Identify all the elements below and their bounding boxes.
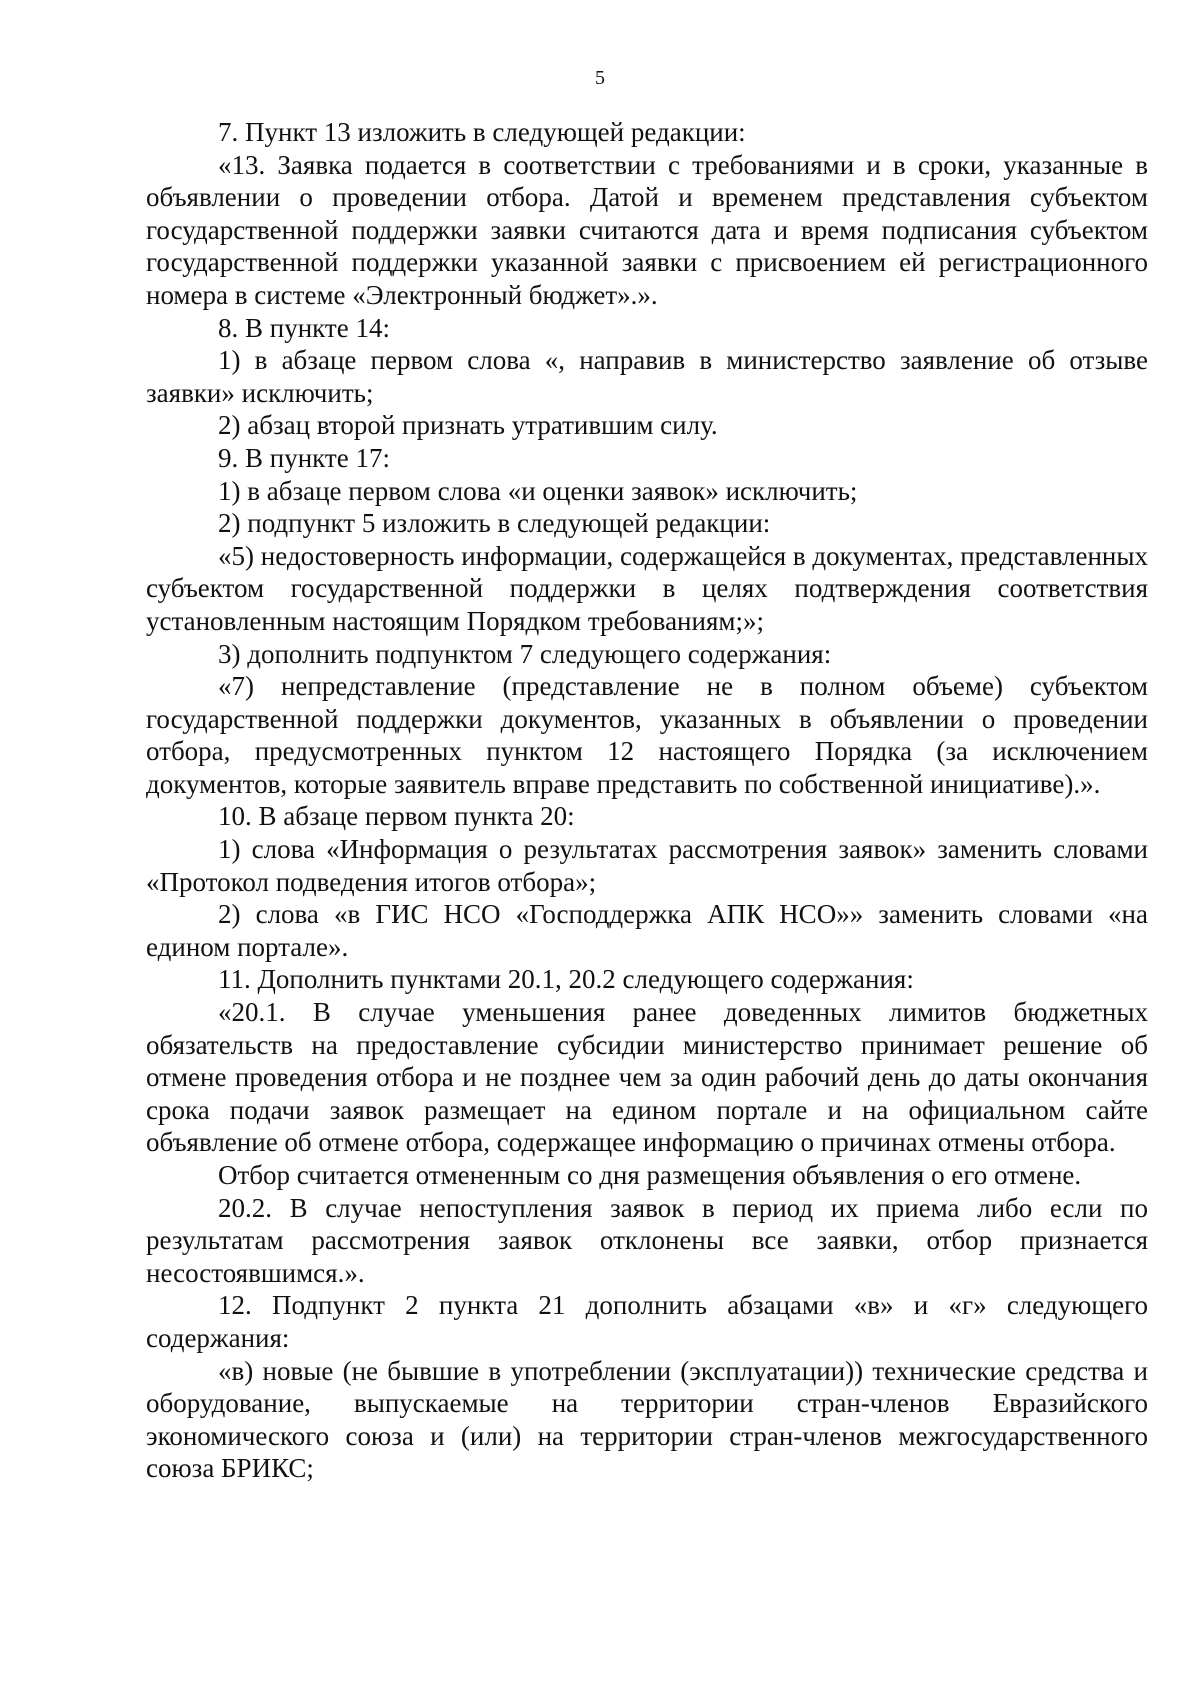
paragraph: 1) в абзаце первом слова «и оценки заявок» исключить; <box>218 475 858 506</box>
page-number: 5 <box>595 67 605 89</box>
paragraph: 2) подпункт 5 изложить в следующей редакции: <box>218 508 771 539</box>
paragraph: 8. В пункте 14: <box>218 312 390 343</box>
paragraph: 10. В абзаце первом пункта 20: <box>218 801 575 832</box>
paragraph: Отбор считается отмененным со дня размещения объявления о его отмене. <box>218 1160 1082 1190</box>
paragraph: 7. Пункт 13 изложить в следующей редакции: <box>218 117 746 147</box>
paragraph: «13. Заявка подается в соответствии с требованиями и в сроки, указанные в объявлении о проведении отбора. Датой и временем представления субъектом государственной поддержки заявки считаются дата и время подписания субъектом государственной поддержки указанной заявки с присвоением ей регистрационного номера в системе «Электронный бюджет».». <box>146 149 1148 310</box>
paragraph: «20.1. В случае уменьшения ранее доведенных лимитов бюджетных обязательств на предоставление субсидии министерство принимает решение об отмене проведения отбора и не позднее чем за один рабочий день до даты окончания срока подачи заявок размещает на едином портале и на официальном сайте объявление об отмене отбора, содержащее информацию о причинах отмены отбора. <box>146 997 1148 1158</box>
paragraph: «5) недостоверность информации, содержащейся в документах, представленных субъектом государственной поддержки в целях подтверждения соответствия установленным настоящим Порядком требованиям;»; <box>146 540 1148 636</box>
paragraph: 3) дополнить подпунктом 7 следующего содержания: <box>218 638 832 669</box>
paragraph: 9. В пункте 17: <box>218 442 390 473</box>
paragraph: 1) слова «Информация о результатах рассмотрения заявок» заменить словами «Протокол подведения итогов отбора»; <box>146 834 1148 897</box>
document-body <box>146 116 1148 1485</box>
paragraph: 11. Дополнить пунктами 20.1, 20.2 следующего содержания: <box>218 964 914 995</box>
paragraph: 1) в абзаце первом слова «, направив в министерство заявление об отзыве заявки» исключить; <box>146 345 1148 408</box>
paragraph: 20.2. В случае непоступления заявок в период их приема либо если по результатам рассмотрения заявок отклонены все заявки, отбор признается несостоявшимся.». <box>146 1192 1148 1288</box>
paragraph: 2) абзац второй признать утратившим силу. <box>218 410 718 441</box>
paragraph: 12. Подпункт 2 пункта 21 дополнить абзацами «в» и «г» следующего содержания: <box>146 1290 1148 1353</box>
paragraph: «7) непредставление (представление не в полном объеме) субъектом государственной поддержки документов, указанных в объявлении о проведении отбора, предусмотренных пунктом 12 настоящего Порядка (за исключением документов, которые заявитель вправе представить по собственной инициативе).». <box>146 671 1148 799</box>
paragraph: «в) новые (не бывшие в употреблении (эксплуатации)) технические средства и оборудование, выпускаемые на территории стран-членов Евразийского экономического союза и (или) на территории стран-членов межгосударственного союза БРИКС; <box>146 1355 1148 1484</box>
paragraph: 2) слова «в ГИС НСО «Господдержка АПК НСО»» заменить словами «на едином портале». <box>146 899 1148 962</box>
